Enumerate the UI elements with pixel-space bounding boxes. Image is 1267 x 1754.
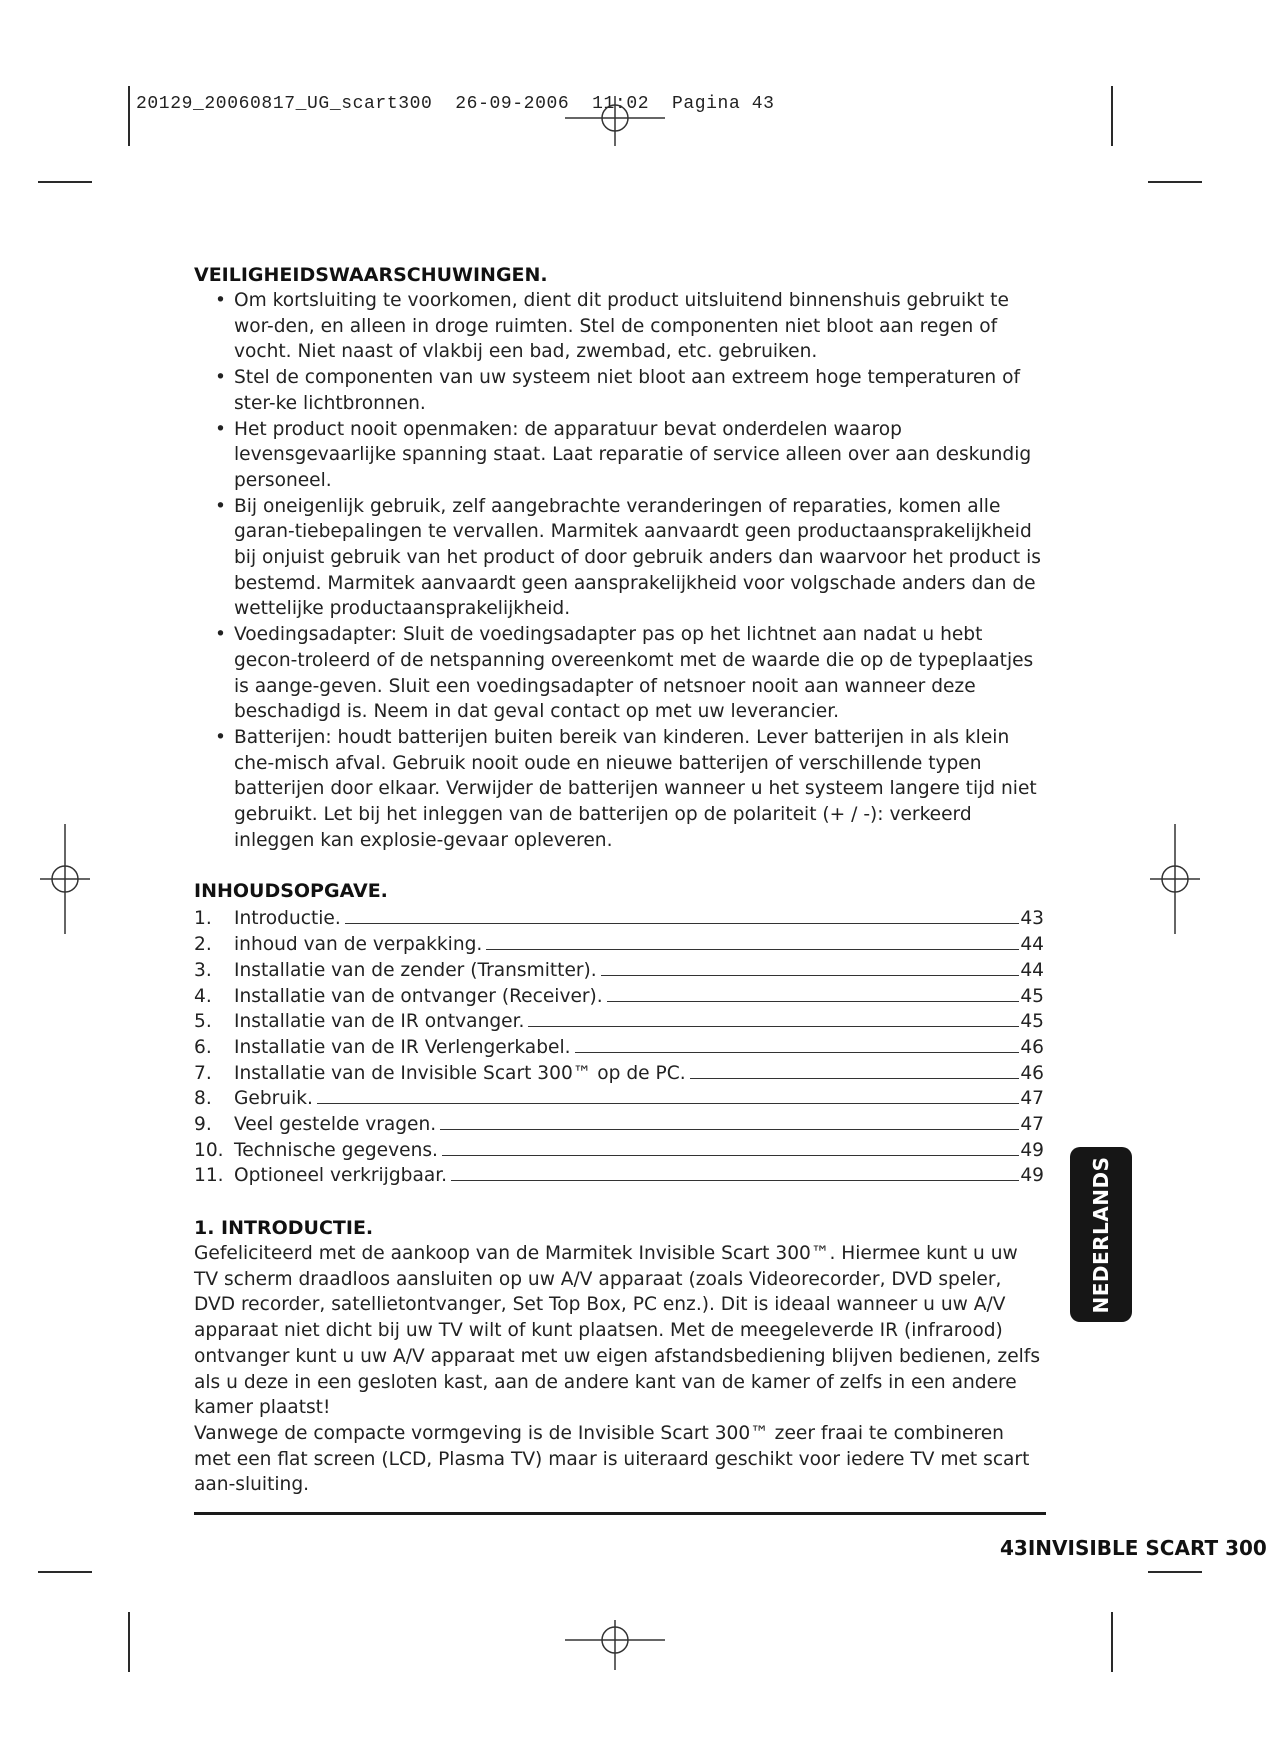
toc-entry[interactable]: 6. Installatie van de IR Verlengerkabel. 46 [194, 1036, 1044, 1058]
registration-mark-top [565, 96, 665, 146]
slug-file: 20129_20060817_UG_scart300 [136, 94, 433, 114]
print-slug [136, 94, 775, 114]
crop-mark-top-right-h [1148, 181, 1202, 183]
toc-entry[interactable]: 7. Installatie van de Invisible Scart 300™ op de PC. 46 [194, 1062, 1044, 1084]
crop-mark-bottom-right-h [1148, 1571, 1202, 1573]
toc-entry[interactable]: 10. Technische gegevens. 49 [194, 1139, 1044, 1161]
toc-entry[interactable]: 9. Veel gestelde vragen. 47 [194, 1113, 1044, 1135]
bullet: • [215, 418, 226, 440]
toc-entry[interactable]: 11. Optioneel verkrijgbaar. 49 [194, 1165, 1044, 1187]
toc-entry[interactable]: 4. Installatie van de ontvanger (Receiver). 45 [194, 985, 1044, 1007]
safety-item: • Het product nooit openmaken: de apparatuur bevat onderdelen waarop levensgevaarlijke spanning staat. Laat reparatie of service alleen over aan deskundig personeel. [215, 418, 1032, 491]
intro-paragraph: Vanwege de compacte vormgeving is de Invisible Scart 300™ zeer fraai te combineren met een flat screen (LCD, Plasma TV) maar is uiteraard geschikt voor iedere TV met scart aan-sluiting. [194, 1422, 1030, 1496]
crop-mark-top-right-v [1111, 86, 1113, 146]
safety-item: • Om kortsluiting te voorkomen, dient dit product uitsluitend binnenshuis gebruikt te wor-den, en alleen in droge ruimten. Stel de componenten niet bloot aan regen of vocht. Niet naast of vlakbij een bad, zwembad, etc. gebruiken. [215, 290, 1009, 363]
intro-paragraph: Gefeliciteerd met de aankoop van de Marmitek Invisible Scart 300™. Hiermee kunt u uw TV scherm draadloos aansluiten op uw A/V apparaat (zoals Videorecorder, DVD speler, DVD recorder, satellietontvanger, Set Top Box, PC enz.). Dit is ideaal wanneer u uw A/V apparaat niet dicht bij uw TV wilt of kunt plaatsen. Met de meegeleverde IR (infrarood) ontvanger kunt u uw A/V apparaat met uw eigen afstandsbediening blijven bedienen, zelfs als u deze in een gesloten kast, aan de andere kant van de kamer of zelfs in een andere kamer plaatst! [194, 1243, 1041, 1419]
bullet: • [215, 624, 226, 646]
page-content [194, 262, 1044, 1498]
safety-item: • Stel de componenten van uw systeem niet bloot aan extreem hoge temperaturen of ster-ke lichtbronnen. [215, 367, 1020, 414]
language-tab [1070, 1147, 1132, 1322]
slug-time: 11:02 [592, 94, 650, 114]
crop-mark-top-left-h [38, 181, 92, 183]
bullet: • [215, 495, 226, 517]
registration-mark-left [40, 824, 90, 934]
crop-mark-top-left-v [128, 86, 130, 146]
page-footer [1000, 1536, 1267, 1562]
registration-mark-right [1150, 824, 1200, 934]
slug-page: Pagina 43 [671, 94, 775, 114]
footer-rule [194, 1512, 1046, 1515]
toc-entry[interactable]: 3. Installatie van de zender (Transmitter). 44 [194, 959, 1044, 981]
safety-item: • Bij oneigenlijk gebruik, zelf aangebrachte veranderingen of reparaties, komen alle garan-tiebepalingen te vervallen. Marmitek aanvaardt geen productaansprakelijkheid bij onjuist gebruik van het product of door gebruik anders dan waarvoor het product is bestemd. Marmitek aanvaardt geen aansprakelijkheid voor volgschade anders dan de wettelijke productaansprakelijkheid. [215, 495, 1041, 620]
bullet: • [215, 726, 226, 748]
bullet: • [215, 290, 226, 311]
slug-date: 26-09-2006 [455, 94, 570, 114]
crop-mark-bottom-left-h [38, 1571, 92, 1573]
table-of-contents [194, 906, 1044, 1189]
toc-heading: INHOUDSOPGAVE. [194, 880, 388, 903]
safety-item: • Batterijen: houdt batterijen buiten bereik van kinderen. Lever batterijen in als klein che-misch afval. Gebruik nooit oude en nieuwe batterijen of verschillende typen batterijen door elkaar. Verwijder de batterijen wanneer u het systeem langere tijd niet gebruikt. Let bij het inleggen van de batterijen op de polariteit (+ / -): verkeerd inleggen kan explosie-gevaar opleveren. [215, 726, 1037, 851]
crop-mark-bottom-left-v [128, 1612, 130, 1672]
introduction-section [194, 1215, 1044, 1498]
toc-entry[interactable]: 1. Introductie. 43 [194, 908, 1044, 930]
safety-item: • Voedingsadapter: Sluit de voedingsadapter pas op het lichtnet aan nadat u hebt gecon-troleerd of de netspanning overeenkomt met de waarde die op de typeplaatjes is aange-geven. Sluit een voedingsadapter of netsnoer nooit aan wanneer deze beschadigd is. Neem in dat geval contact op met uw leverancier. [215, 624, 1034, 723]
safety-list [194, 288, 1044, 853]
bullet: • [215, 367, 226, 389]
intro-heading: 1. INTRODUCTIE. [194, 1217, 374, 1240]
registration-mark-bottom [565, 1620, 665, 1670]
footer-title: INVISIBLE SCART 300 [1027, 1536, 1267, 1560]
footer-page-number: 43 [1000, 1536, 1028, 1560]
language-tab-label: NEDERLANDS [1089, 1155, 1113, 1314]
crop-mark-bottom-right-v [1111, 1612, 1113, 1672]
toc-entry[interactable]: 5. Installatie van de IR ontvanger. 45 [194, 1011, 1044, 1033]
safety-heading: VEILIGHEIDSWAARSCHUWINGEN. [194, 264, 548, 286]
toc-entry[interactable]: 8. Gebruik. 47 [194, 1088, 1044, 1110]
toc-entry[interactable]: 2. inhoud van de verpakking. 44 [194, 934, 1044, 956]
